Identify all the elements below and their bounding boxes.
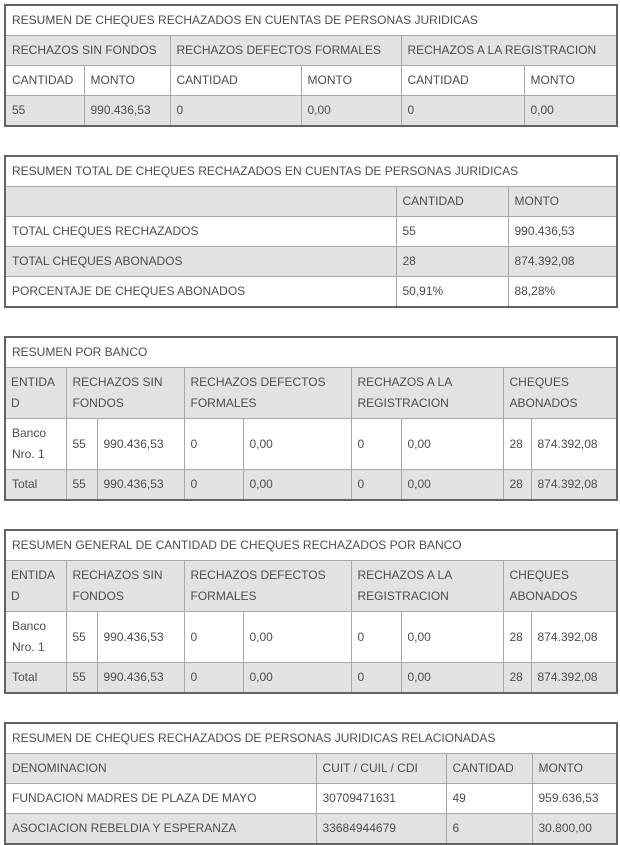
- cell: Total: [5, 470, 66, 501]
- cell: 55: [5, 96, 84, 127]
- table-title: RESUMEN DE CHEQUES RECHAZADOS EN CUENTAS DE PERSONAS JURIDICAS: [5, 5, 617, 36]
- title-row: [5, 530, 617, 561]
- group-header-cell: RECHAZOS DEFECTOS FORMALES: [184, 561, 351, 612]
- cell: 959.636,53: [532, 784, 617, 814]
- group-header-cell: RECHAZOS A LA REGISTRACION: [351, 561, 503, 612]
- group-header-cell: RECHAZOS SIN FONDOS: [66, 368, 184, 419]
- report-table-resumen-general-cantidad: [4, 529, 618, 694]
- column-header-cell: [5, 187, 396, 217]
- cell: 0,00: [243, 470, 351, 501]
- cell: 0,00: [524, 96, 617, 127]
- cell: 28: [503, 470, 531, 501]
- column-header-cell: MONTO: [301, 66, 401, 96]
- cell: 990.436,53: [508, 217, 617, 247]
- cell: 0,00: [243, 419, 351, 470]
- cell: 874.392,08: [531, 470, 617, 501]
- header-row: [5, 561, 617, 612]
- title-row: [5, 337, 617, 368]
- table-title: RESUMEN TOTAL DE CHEQUES RECHAZADOS EN CUENTAS DE PERSONAS JURIDICAS: [5, 156, 617, 187]
- cell: 49: [446, 784, 532, 814]
- cell: TOTAL CHEQUES ABONADOS: [5, 247, 396, 277]
- table-title: RESUMEN DE CHEQUES RECHAZADOS DE PERSONAS JURIDICAS RELACIONADAS: [5, 723, 617, 754]
- column-header-cell: CANTIDAD: [446, 754, 532, 784]
- cell: 0,00: [243, 663, 351, 694]
- cell: 0: [401, 96, 524, 127]
- cell: ASOCIACION REBELDIA Y ESPERANZA: [5, 814, 316, 845]
- group-header-cell: RECHAZOS A LA REGISTRACION: [401, 36, 617, 66]
- cell: 990.436,53: [84, 96, 170, 127]
- cell: 28: [503, 663, 531, 694]
- cell: 874.392,08: [531, 419, 617, 470]
- column-header-cell: MONTO: [524, 66, 617, 96]
- cell: 55: [66, 663, 97, 694]
- table-row: [5, 663, 617, 694]
- table-row: [5, 814, 617, 845]
- cell: 88,28%: [508, 277, 617, 308]
- table-row: [5, 470, 617, 501]
- column-header-cell: DENOMINACION: [5, 754, 316, 784]
- group-header-cell: CHEQUES ABONADOS: [503, 368, 617, 419]
- report-table-resumen-por-banco: [4, 336, 618, 501]
- report-table-resumen-total: [4, 155, 618, 308]
- cell: 0: [184, 612, 243, 663]
- cell: 0,00: [401, 663, 503, 694]
- column-header-cell: CANTIDAD: [401, 66, 524, 96]
- group-header-cell: RECHAZOS DEFECTOS FORMALES: [170, 36, 401, 66]
- header-row: [5, 36, 617, 66]
- entity-header-cell: ENTIDAD: [5, 368, 66, 419]
- column-header-cell: MONTO: [508, 187, 617, 217]
- table-title: RESUMEN POR BANCO: [5, 337, 617, 368]
- report-table-resumen-relacionadas: [4, 722, 618, 845]
- column-header-cell: MONTO: [532, 754, 617, 784]
- cell: 874.392,08: [531, 663, 617, 694]
- cell: 0,00: [401, 419, 503, 470]
- column-header-cell: CUIT / CUIL / CDI: [316, 754, 446, 784]
- cell: 55: [396, 217, 508, 247]
- cell: 0: [351, 663, 401, 694]
- header-row: [5, 187, 617, 217]
- cell: 30.800,00: [532, 814, 617, 845]
- report-table-resumen-cheques-rechazados: [4, 4, 618, 127]
- cell: 50,91%: [396, 277, 508, 308]
- cell: 874.392,08: [531, 612, 617, 663]
- column-header-cell: CANTIDAD: [396, 187, 508, 217]
- column-header-cell: CANTIDAD: [5, 66, 84, 96]
- cell: 0,00: [243, 612, 351, 663]
- table-row: [5, 784, 617, 814]
- header-row: [5, 368, 617, 419]
- cell: 0,00: [401, 612, 503, 663]
- table-title: RESUMEN GENERAL DE CANTIDAD DE CHEQUES RECHAZADOS POR BANCO: [5, 530, 617, 561]
- group-header-cell: RECHAZOS A LA REGISTRACION: [351, 368, 503, 419]
- header-row: [5, 754, 617, 784]
- table-row: [5, 247, 617, 277]
- column-header-cell: MONTO: [84, 66, 170, 96]
- cell: Total: [5, 663, 66, 694]
- cell: TOTAL CHEQUES RECHAZADOS: [5, 217, 396, 247]
- cell: 55: [66, 470, 97, 501]
- cell: 28: [396, 247, 508, 277]
- cell: 874.392,08: [508, 247, 617, 277]
- cell: 0: [351, 419, 401, 470]
- cell: 6: [446, 814, 532, 845]
- cell: 28: [503, 612, 531, 663]
- cell: 0: [184, 419, 243, 470]
- cell: 0,00: [301, 96, 401, 127]
- title-row: [5, 723, 617, 754]
- cell: 990.436,53: [97, 419, 184, 470]
- cell: 0: [351, 470, 401, 501]
- cell: 28: [503, 419, 531, 470]
- cell: 30709471631: [316, 784, 446, 814]
- cell: PORCENTAJE DE CHEQUES ABONADOS: [5, 277, 396, 308]
- column-header-cell: CANTIDAD: [170, 66, 301, 96]
- cell: 990.436,53: [97, 612, 184, 663]
- table-row: [5, 217, 617, 247]
- cell: FUNDACION MADRES DE PLAZA DE MAYO: [5, 784, 316, 814]
- entity-header-cell: ENTIDAD: [5, 561, 66, 612]
- cell: 33684944679: [316, 814, 446, 845]
- cell: 55: [66, 419, 97, 470]
- cell: 990.436,53: [97, 663, 184, 694]
- table-row: [5, 612, 617, 663]
- cell: 55: [66, 612, 97, 663]
- group-header-cell: RECHAZOS SIN FONDOS: [66, 561, 184, 612]
- cell: Banco Nro. 1: [5, 612, 66, 663]
- cell: 0: [184, 663, 243, 694]
- title-row: [5, 156, 617, 187]
- group-header-cell: CHEQUES ABONADOS: [503, 561, 617, 612]
- cell: 0: [170, 96, 301, 127]
- table-row: [5, 277, 617, 308]
- cell: Banco Nro. 1: [5, 419, 66, 470]
- cell: 0: [184, 470, 243, 501]
- group-header-cell: RECHAZOS DEFECTOS FORMALES: [184, 368, 351, 419]
- table-row: [5, 96, 617, 127]
- title-row: [5, 5, 617, 36]
- cell: 0,00: [401, 470, 503, 501]
- header-row: [5, 66, 617, 96]
- group-header-cell: RECHAZOS SIN FONDOS: [5, 36, 170, 66]
- table-row: [5, 419, 617, 470]
- cell: 0: [351, 612, 401, 663]
- cell: 990.436,53: [97, 470, 184, 501]
